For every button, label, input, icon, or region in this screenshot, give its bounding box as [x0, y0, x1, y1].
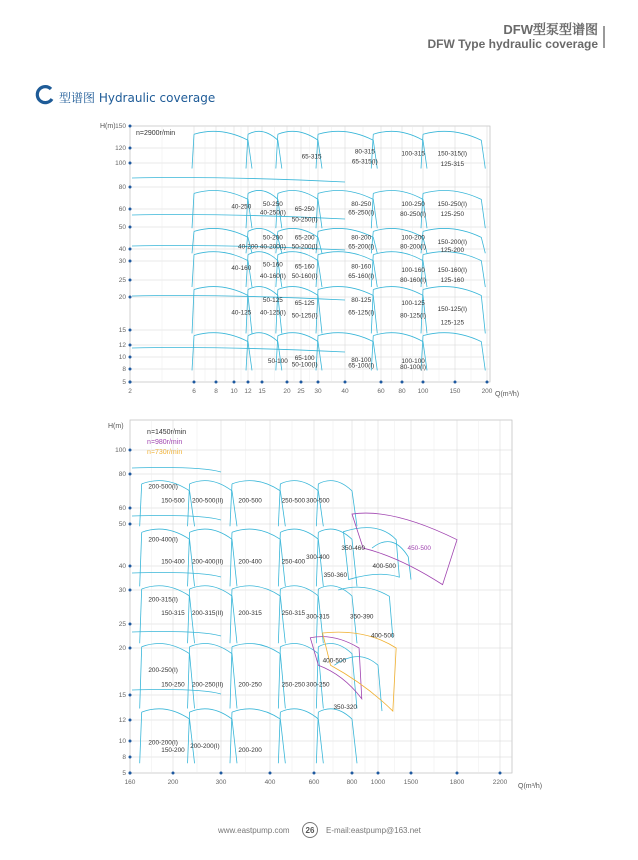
chart1-xtick-dot	[193, 381, 196, 384]
chart1-region-label: 80-315	[354, 148, 375, 156]
header-title-cn: DFW型泵型谱图	[503, 22, 598, 37]
chart1-ylabel: H(m)	[100, 123, 116, 130]
chart2-coverage-curve	[140, 589, 142, 643]
chart2-coverage-curve	[188, 589, 190, 643]
chart2-region-label: 200-500(II)	[192, 497, 224, 505]
chart2-region-label: 200-315(I)	[148, 596, 178, 604]
chart2-ytick-dot	[129, 694, 132, 697]
chart1-xtick-dot	[215, 381, 218, 384]
chart2-coverage-curve	[278, 589, 280, 643]
chart2-legend-980: n=980r/min	[147, 439, 183, 446]
chart2-ytick-label: 100	[115, 447, 126, 455]
chart1-region-label: 65-100	[294, 355, 315, 363]
chart2-coverage-curve	[232, 643, 285, 708]
chart2-ytick-dot	[129, 719, 132, 722]
chart2-region-label: 200-400	[238, 558, 262, 566]
chart1-region-label: 40-200(I)	[259, 243, 286, 251]
chart1-ytick-dot	[129, 226, 132, 229]
chart2-ytick-dot	[129, 589, 132, 592]
chart2-coverage-curve	[188, 647, 190, 709]
chart1-region-label: 150-315(I)	[437, 150, 468, 158]
chart2-region-label: 200-250(II)	[192, 681, 224, 689]
chart1-region-label: 80-100(I)	[400, 364, 427, 372]
chart1-ytick-label: 40	[118, 246, 126, 254]
chart2-coverage-curve	[318, 709, 357, 763]
chart1-xtick-label: 8	[214, 388, 218, 395]
chart1-ytick-label: 25	[118, 277, 126, 285]
chart1-ytick-dot	[129, 329, 132, 332]
chart1-xtick-dot	[486, 381, 489, 384]
chart1-ytick-label: 50	[118, 224, 126, 232]
chart1-region-label: 50-250(I)	[291, 216, 318, 224]
chart1-region-label: 80-250	[351, 201, 372, 209]
chart2-region-label: 200-250	[238, 681, 262, 689]
chart1-region-label: 125-315	[440, 161, 465, 169]
chart2-ytick-dot	[129, 507, 132, 510]
chart1-region-label: 125-125	[440, 319, 465, 327]
chart2-coverage-curve	[140, 532, 142, 586]
chart1-region-label: 100-160	[401, 267, 425, 275]
chart1-coverage-curve	[373, 190, 427, 228]
chart2-region-label: 350-460	[341, 545, 365, 553]
chart2-xtick-dot	[456, 772, 459, 775]
chart1-region-label: 65-200(I)	[348, 243, 375, 251]
chart2-ytick-label: 15	[118, 692, 126, 700]
chart1-region-label: 40-125	[231, 309, 252, 317]
chart2-xlabel: Q(m³/h)	[518, 783, 543, 790]
chart2-ytick-label: 5	[122, 770, 126, 778]
chart2-coverage-curve	[316, 647, 318, 709]
chart1-region-label: 65-100(I)	[348, 362, 375, 370]
chart1-region-label: 50-160	[262, 261, 283, 269]
chart1-xtick-dot	[233, 381, 236, 384]
chart1-xtick-label: 20	[283, 388, 291, 395]
chart1-coverage-curve	[192, 134, 194, 168]
chart2-coverage-curve	[278, 532, 280, 586]
chart2-ytick-dot	[129, 740, 132, 743]
chart1-ytick-dot	[129, 208, 132, 211]
chart1-region-label: 100-315	[401, 150, 425, 158]
chart1-region-label: 80-160(I)	[400, 277, 427, 284]
chart2-region-label: 200-400(II)	[192, 558, 224, 566]
chart2-region-label: 400-500	[372, 563, 396, 570]
chart2-region-label: 250-500	[281, 497, 306, 505]
chart1-frame	[130, 126, 490, 382]
chart1-region-label: 40-125(I)	[259, 309, 286, 317]
chart2-region-label: 300-250	[306, 681, 330, 689]
chart2-xtick-label: 2200	[492, 779, 508, 786]
chart1-xtick-label: 15	[258, 388, 266, 395]
chart1-region-label: 80-250(I)	[400, 211, 427, 219]
chart2-region-label: 400-500	[371, 632, 395, 640]
chart1-xtick-label: 60	[377, 388, 385, 395]
chart1-coverage-curve	[423, 190, 485, 228]
chart2-coverage-curve	[142, 709, 195, 763]
chart1-region-label: 50-200(I)	[291, 243, 318, 251]
chart2-ytick-dot	[129, 623, 132, 626]
chart2-xtick-dot	[351, 772, 354, 775]
chart2-xtick-label: 800	[346, 779, 358, 786]
chart2-region-label: 200-200(I)	[190, 743, 220, 751]
chart1-xtick-label: 150	[449, 388, 461, 395]
chart2-coverage-curve	[232, 709, 285, 763]
chart2-region-label: 150-250	[161, 681, 185, 689]
chart1-region-label: 80-125(I)	[400, 312, 427, 320]
chart1-ytick-dot	[129, 186, 132, 189]
chart2-region-label: 300-315	[306, 613, 330, 621]
footer-email: E-mail:eastpump@163.net	[326, 826, 421, 835]
chart2-ytick-label: 12	[118, 717, 126, 725]
chart1-region-label: 50-125	[262, 296, 283, 304]
chart2-ytick-dot	[129, 449, 132, 452]
chart1-ytick-dot	[129, 147, 132, 150]
chart2-xtick-label: 160	[124, 779, 136, 786]
chart1-xtick-dot	[422, 381, 425, 384]
chart1-region-label: 150-125(I)	[437, 306, 468, 314]
chart1-coverage-curve	[192, 193, 194, 228]
chart2-ytick-dot	[129, 473, 132, 476]
chart2-region-label: 150-315	[161, 610, 185, 618]
chart2-xtick-dot	[269, 772, 272, 775]
chart1-region-label: 40-200	[238, 243, 258, 251]
chart2-ytick-dot	[129, 647, 132, 650]
page-number: 26	[302, 822, 318, 838]
chart2-ytick-label: 60	[118, 505, 126, 513]
chart2-region-label: 350-390	[350, 613, 374, 621]
chart2-coverage-curve	[230, 589, 232, 643]
chart1-ytick-label: 30	[118, 258, 126, 266]
chart1-coverage-curve	[194, 333, 252, 371]
chart2-region-label: 250-250	[281, 681, 306, 689]
chart1-region-label: 150-160(I)	[437, 267, 468, 275]
chart2-coverage-curve	[132, 632, 221, 637]
footer-website: www.eastpump.com	[218, 826, 290, 835]
chart1-region-label: 125-160	[440, 277, 465, 284]
chart1-region-label: 150-250(I)	[437, 201, 468, 209]
chart2-region-label: 200-400(I)	[148, 536, 178, 544]
chart1-region-label: 65-200	[294, 234, 315, 242]
chart2-coverage-curve	[338, 587, 393, 638]
chart1-ytick-label: 120	[115, 145, 126, 153]
chart2-ytick-label: 8	[122, 754, 126, 762]
chart1-xtick-label: 6	[192, 388, 196, 395]
chart1-region-label: 65-160	[294, 263, 315, 271]
chart1-xtick-label: 2	[128, 388, 132, 395]
chart2-region-label: 400-500	[322, 657, 347, 665]
chart1-region-label: 150-200(I)	[437, 238, 468, 246]
chart2-xtick-dot	[313, 772, 316, 775]
chart1-xtick-label: 100	[417, 388, 429, 395]
chart1-region-label: 125-250	[440, 211, 465, 219]
chart2-region-label: 200-200	[238, 747, 262, 755]
chart1-region-label: 40-160(I)	[259, 272, 286, 280]
chart2-coverage-curve	[188, 532, 190, 586]
chart2-region-label: 200-315	[238, 610, 262, 618]
chart1-xtick-label: 200	[481, 388, 493, 395]
chart2-region-label: 200-500(I)	[148, 483, 178, 491]
chart1-coverage-curve	[132, 348, 345, 353]
chart1-coverage-curve	[373, 287, 427, 334]
chart2-ytick-label: 25	[118, 621, 126, 629]
chart1-ytick-dot	[129, 368, 132, 371]
chart2-ytick-label: 20	[118, 645, 126, 653]
chart1-xtick-label: 30	[314, 388, 322, 395]
chart2-coverage-curve	[278, 647, 280, 709]
chart1-region-label: 50-100	[267, 357, 288, 365]
chart1-xlabel: Q(m³/h)	[495, 391, 520, 398]
chart1-xtick-label: 10	[230, 388, 238, 395]
chart2-coverage-curve	[132, 690, 221, 695]
chart2-ytick-dot	[129, 772, 132, 775]
chart1-coverage-curve	[192, 255, 194, 287]
chart2-xtick-dot	[499, 772, 502, 775]
chart1-xtick-dot	[247, 381, 250, 384]
chart1-region-label: 100-200	[401, 234, 425, 242]
chart1-ytick-dot	[129, 381, 132, 384]
chart2-legend-730: n=730r/min	[147, 449, 183, 456]
chart2-coverage-curve	[142, 643, 195, 708]
chart1-coverage-curve	[316, 289, 318, 333]
chart2-xtick-label: 200	[167, 779, 179, 786]
chart1-region-label: 50-125(I)	[291, 312, 318, 320]
chart1-region-label: 65-125	[294, 299, 315, 307]
chart2-coverage-curve	[132, 516, 221, 521]
chart2-ylabel: H(m)	[108, 423, 124, 430]
chart1-region-label: 65-250(I)	[348, 209, 375, 217]
chart2-region-label: 450-500	[407, 545, 432, 553]
chart1-xtick-dot	[286, 381, 289, 384]
chart2-coverage-curve	[132, 468, 221, 473]
chart1-xtick-dot	[317, 381, 320, 384]
chart2-coverage-curve	[132, 573, 221, 578]
chart1-coverage-curve	[192, 289, 194, 333]
chart1-region-label: 80-100	[351, 356, 372, 364]
chart1-region-label: 80-200(I)	[400, 243, 427, 251]
chart2-ytick-label: 40	[118, 563, 126, 571]
chart1-region-label: 80-200	[351, 234, 372, 242]
chart1-xtick-label: 25	[297, 388, 305, 395]
chart2-region-label: 200-500	[238, 497, 262, 505]
chart2-region-label: 200-250(I)	[148, 666, 178, 674]
chart1-ytick-label: 150	[115, 123, 126, 131]
chart1-region-label: 40-250	[231, 203, 252, 211]
chart2-ytick-dot	[129, 756, 132, 759]
chart1-ytick-label: 15	[118, 327, 126, 335]
chart2-legend-1450: n=1450r/min	[147, 429, 187, 436]
chart2-xtick-label: 1000	[370, 779, 386, 786]
chart1-ytick-dot	[129, 125, 132, 128]
chart1-ytick-dot	[129, 248, 132, 251]
chart1-xtick-dot	[380, 381, 383, 384]
chart1-ytick-label: 12	[118, 342, 126, 350]
chart2-ytick-label: 50	[118, 521, 126, 529]
chart1-region-label: 100-125	[401, 299, 425, 307]
chart2-region-label: 200-315(II)	[192, 610, 224, 618]
chart2-region-label: 300-400	[306, 553, 330, 561]
chart1-ytick-label: 80	[118, 184, 126, 192]
chart1-region-label: 65-160(I)	[348, 272, 375, 280]
chart2-coverage-curve	[318, 643, 357, 708]
chart1-xtick-dot	[344, 381, 347, 384]
chart1-ytick-label: 8	[122, 366, 126, 374]
chart2-region-label: 150-200	[161, 747, 185, 755]
chart1-title: n=2900r/min	[136, 130, 176, 137]
chart2-region-label: 250-400	[281, 558, 306, 566]
chart1-ytick-dot	[129, 279, 132, 282]
chart1-region-label: 80-125	[351, 296, 372, 304]
chart2-xtick-dot	[220, 772, 223, 775]
chart1-region-label: 65-315	[301, 153, 322, 161]
chart1-ytick-label: 5	[122, 379, 126, 387]
chart1-ytick-dot	[129, 260, 132, 263]
chart2-region-label: 200-200(I)	[148, 739, 178, 747]
chart2-xtick-dot	[172, 772, 175, 775]
chart2-ytick-label: 80	[118, 471, 126, 479]
chart2-region-label: 300-500	[306, 497, 330, 505]
chart1-ytick-label: 60	[118, 206, 126, 214]
chart2-xtick-label: 300	[215, 779, 227, 786]
header-title-en: DFW Type hydraulic coverage	[427, 37, 598, 51]
chart1-region-label: 80-160	[351, 263, 372, 271]
chart2-coverage-curve	[230, 532, 232, 586]
chart1-region-label: 40-250(I)	[259, 209, 286, 217]
chart2-ytick-label: 10	[118, 738, 126, 746]
chart2-coverage-curve	[190, 643, 237, 708]
chart1-xtick-dot	[261, 381, 264, 384]
chart1-ytick-label: 100	[115, 160, 126, 168]
chart1-coverage-curve	[423, 333, 485, 371]
chart1-region-label: 100-100	[401, 357, 425, 365]
chart2-xtick-dot	[377, 772, 380, 775]
chart2-region-label: 250-315	[281, 610, 306, 618]
chart1-ytick-dot	[129, 344, 132, 347]
chart1-coverage-curve	[132, 178, 345, 183]
chart1-xtick-label: 12	[244, 388, 252, 395]
chart2-coverage-curve	[140, 484, 142, 526]
chart1-region-label: 50-250	[262, 201, 283, 209]
chart2-xtick-label: 400	[264, 779, 276, 786]
chart2-coverage-curve	[190, 709, 237, 763]
chart2-region-label: 150-400	[161, 558, 185, 566]
chart1-xtick-label: 40	[341, 388, 349, 395]
chart2-xtick-dot	[410, 772, 413, 775]
chart1-region-label: 40-160	[231, 265, 252, 273]
chart1-ytick-dot	[129, 356, 132, 359]
section-title: 型谱图 Hydraulic coverage	[59, 91, 216, 105]
chart2-xtick-label: 1500	[403, 779, 419, 786]
chart2-xtick-label: 1800	[449, 779, 465, 786]
chart1-xtick-dot	[401, 381, 404, 384]
chart1-xtick-dot	[300, 381, 303, 384]
chart1-ytick-label: 20	[118, 294, 126, 302]
chart2-region-label: 150-500	[161, 497, 185, 505]
chart2-ytick-label: 30	[118, 587, 126, 595]
chart2-region-label: 350-360	[323, 571, 348, 579]
chart1-region-label: 65-250	[294, 206, 315, 213]
chart1-region-label: 50-200	[262, 234, 283, 242]
chart1-ytick-dot	[129, 296, 132, 299]
chart2-xtick-label: 600	[308, 779, 320, 786]
chart1-coverage-curve	[192, 336, 194, 371]
chart1-coverage-curve	[421, 289, 423, 333]
chart1-ytick-dot	[129, 162, 132, 165]
chart1-coverage-curve	[192, 231, 194, 253]
chart2-ytick-dot	[129, 523, 132, 526]
chart1-region-label: 50-160(I)	[291, 272, 318, 280]
chart2-region-label: 350-320	[333, 703, 357, 711]
chart2-ytick-dot	[129, 565, 132, 568]
chart1-region-label: 125-200	[440, 247, 465, 255]
chart1-ytick-label: 10	[118, 354, 126, 362]
chart1-region-label: 65-125(I)	[348, 309, 375, 317]
chart1-xtick-label: 80	[398, 388, 406, 395]
chart2-coverage-curve	[230, 647, 232, 709]
chart2-coverage-curve	[140, 647, 142, 709]
chart1-region-label: 50-100(I)	[291, 361, 318, 369]
chart1-region-label: 100-250	[401, 201, 425, 209]
chart1-region-label: 65-315(I)	[351, 158, 378, 166]
chart1-xtick-dot	[454, 381, 457, 384]
